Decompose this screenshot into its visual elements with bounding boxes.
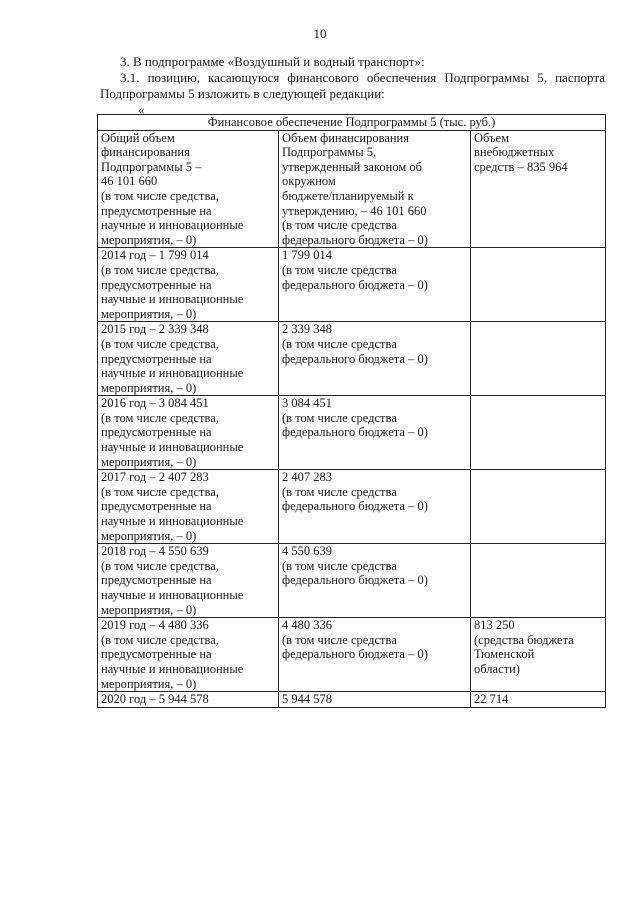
cell-line: 2020 год – 5 944 578 bbox=[101, 692, 209, 707]
cell-line: предусмотренные на bbox=[101, 425, 212, 440]
cell-line: научные и инновационные bbox=[101, 366, 244, 381]
table-title-row bbox=[98, 115, 606, 131]
cell-total bbox=[98, 396, 279, 470]
cell-line: научные и инновационные bbox=[101, 292, 244, 307]
cell-line: (в том числе средства, bbox=[101, 410, 219, 425]
cell-line: 2018 год – 4 550 639 bbox=[101, 544, 209, 559]
cell-federal bbox=[279, 544, 471, 618]
cell-line: 2016 год – 3 084 451 bbox=[101, 396, 209, 411]
cell-line: 2 407 283 bbox=[282, 470, 332, 485]
header-offbudget-volume bbox=[471, 130, 606, 248]
cell-total bbox=[98, 470, 279, 544]
cell-line: (в том числе средства bbox=[282, 336, 397, 351]
financing-table bbox=[97, 114, 606, 708]
cell-line: внебюджетных bbox=[474, 145, 555, 160]
cell-line: (в том числе средства bbox=[282, 558, 397, 573]
cell-line: (в том числе средства bbox=[282, 632, 397, 647]
cell-line: предусмотренные на bbox=[101, 647, 212, 662]
cell-line: (в том числе средства, bbox=[101, 484, 219, 499]
table-row bbox=[98, 470, 606, 544]
cell-total bbox=[98, 322, 279, 396]
cell-line: 4 480 336 bbox=[282, 618, 332, 633]
cell-line: мероприятия, – 0) bbox=[101, 528, 197, 543]
cell-line: 1 799 014 bbox=[282, 248, 332, 263]
cell-total bbox=[98, 544, 279, 618]
cell-line: 2019 год – 4 480 336 bbox=[101, 618, 209, 633]
table-title: Финансовое обеспечение Подпрограммы 5 (тыс. руб.) bbox=[98, 115, 606, 131]
cell-line: предусмотренные на bbox=[101, 203, 212, 218]
table-header-row bbox=[98, 130, 606, 248]
cell-total bbox=[98, 618, 279, 692]
cell-line: мероприятия, – 0) bbox=[101, 602, 197, 617]
cell-line: (в том числе средства bbox=[282, 410, 397, 425]
table-row bbox=[98, 248, 606, 322]
cell-line: 22 714 bbox=[474, 692, 509, 707]
cell-line: (в том числе средства bbox=[282, 262, 397, 277]
header-approved-volume bbox=[279, 130, 471, 248]
cell-line: предусмотренные на bbox=[101, 277, 212, 292]
cell-line: федерального бюджета – 0) bbox=[282, 351, 428, 366]
cell-line: окружном bbox=[282, 174, 336, 189]
cell-line: научные и инновационные bbox=[101, 218, 244, 233]
cell-line: федерального бюджета – 0) bbox=[282, 573, 428, 588]
cell-federal bbox=[279, 322, 471, 396]
cell-line: федерального бюджета – 0) bbox=[282, 425, 428, 440]
cell-federal bbox=[279, 396, 471, 470]
cell-offbudget bbox=[471, 544, 606, 618]
cell-total bbox=[98, 248, 279, 322]
cell-federal bbox=[279, 618, 471, 692]
paragraph-point-3: 3. В подпрограмме «Воздушный и водный транспорт»: bbox=[120, 54, 425, 69]
cell-line: (в том числе средства, bbox=[101, 262, 219, 277]
cell-line: 5 944 578 bbox=[282, 692, 332, 707]
cell-line: Объем bbox=[474, 130, 509, 145]
cell-line: федерального бюджета – 0) bbox=[282, 647, 428, 662]
cell-line: 4 550 639 bbox=[282, 544, 332, 559]
cell-line: предусмотренные на bbox=[101, 499, 212, 514]
cell-line: федерального бюджета – 0) bbox=[282, 277, 428, 292]
cell-line: мероприятия, – 0) bbox=[101, 676, 197, 691]
cell-line: 46 101 660 bbox=[101, 174, 158, 189]
cell-line: (в том числе средства, bbox=[101, 558, 219, 573]
cell-line: федерального бюджета – 0) bbox=[282, 499, 428, 514]
cell-total bbox=[98, 692, 279, 708]
cell-offbudget bbox=[471, 470, 606, 544]
cell-line: 2 339 348 bbox=[282, 322, 332, 337]
cell-line: 2014 год – 1 799 014 bbox=[101, 248, 209, 263]
cell-line: федерального бюджета – 0) bbox=[282, 232, 428, 247]
cell-line: бюджете/планируемый к bbox=[282, 188, 414, 203]
header-total-volume bbox=[98, 130, 279, 248]
cell-offbudget bbox=[471, 248, 606, 322]
cell-line: Общий объем bbox=[101, 130, 175, 145]
cell-line: 813 250 bbox=[474, 618, 515, 633]
table-row bbox=[98, 692, 606, 708]
cell-line: области) bbox=[474, 661, 520, 676]
cell-line: 3 084 451 bbox=[282, 396, 332, 411]
cell-line: научные и инновационные bbox=[101, 661, 244, 676]
cell-line: мероприятия, – 0) bbox=[101, 380, 197, 395]
cell-line: финансирования bbox=[101, 145, 190, 160]
cell-line: научные и инновационные bbox=[101, 514, 244, 529]
cell-line: (в том числе средства, bbox=[101, 336, 219, 351]
cell-line: Объем финансирования bbox=[282, 130, 409, 145]
cell-line: научные и инновационные bbox=[101, 588, 244, 602]
cell-line: утвержденный законом об bbox=[282, 159, 422, 174]
cell-line: 2017 год – 2 407 283 bbox=[101, 470, 209, 485]
cell-line: (в том числе средства, bbox=[101, 188, 219, 203]
cell-line: Подпрограммы 5, bbox=[282, 145, 377, 160]
cell-line: (в том числе средства bbox=[282, 484, 397, 499]
table-row bbox=[98, 396, 606, 470]
table-row bbox=[98, 322, 606, 396]
paragraph-point-3-1: 3.1. позицию, касающуюся финансового обеспечения Подпрограммы 5, паспорта Подпрограммы 5 изложить в следующей редакции: bbox=[100, 70, 605, 101]
cell-line: (в том числе средства bbox=[282, 218, 397, 233]
page-number: 10 bbox=[313, 26, 327, 41]
cell-line: Подпрограммы 5 – bbox=[101, 159, 202, 174]
cell-line: (в том числе средства, bbox=[101, 632, 219, 647]
cell-line: научные и инновационные bbox=[101, 440, 244, 455]
cell-offbudget bbox=[471, 618, 606, 692]
cell-line: предусмотренные на bbox=[101, 573, 212, 588]
cell-line: мероприятия, – 0) bbox=[101, 454, 197, 469]
cell-line: утверждению, – 46 101 660 bbox=[282, 203, 427, 218]
cell-offbudget bbox=[471, 322, 606, 396]
cell-line: Тюменской bbox=[474, 647, 535, 662]
cell-line: средств – 835 964 bbox=[474, 159, 568, 174]
table-row bbox=[98, 618, 606, 692]
cell-offbudget bbox=[471, 692, 606, 708]
opening-quote: « bbox=[138, 102, 145, 117]
cell-offbudget bbox=[471, 396, 606, 470]
cell-federal bbox=[279, 692, 471, 708]
cell-line: мероприятия, – 0) bbox=[101, 232, 197, 247]
cell-line: мероприятия, – 0) bbox=[101, 306, 197, 321]
cell-federal bbox=[279, 470, 471, 544]
cell-line: предусмотренные на bbox=[101, 351, 212, 366]
cell-line: 2015 год – 2 339 348 bbox=[101, 322, 209, 337]
cell-federal bbox=[279, 248, 471, 322]
cell-line: (средства бюджета bbox=[474, 632, 574, 647]
table-row bbox=[98, 544, 606, 618]
